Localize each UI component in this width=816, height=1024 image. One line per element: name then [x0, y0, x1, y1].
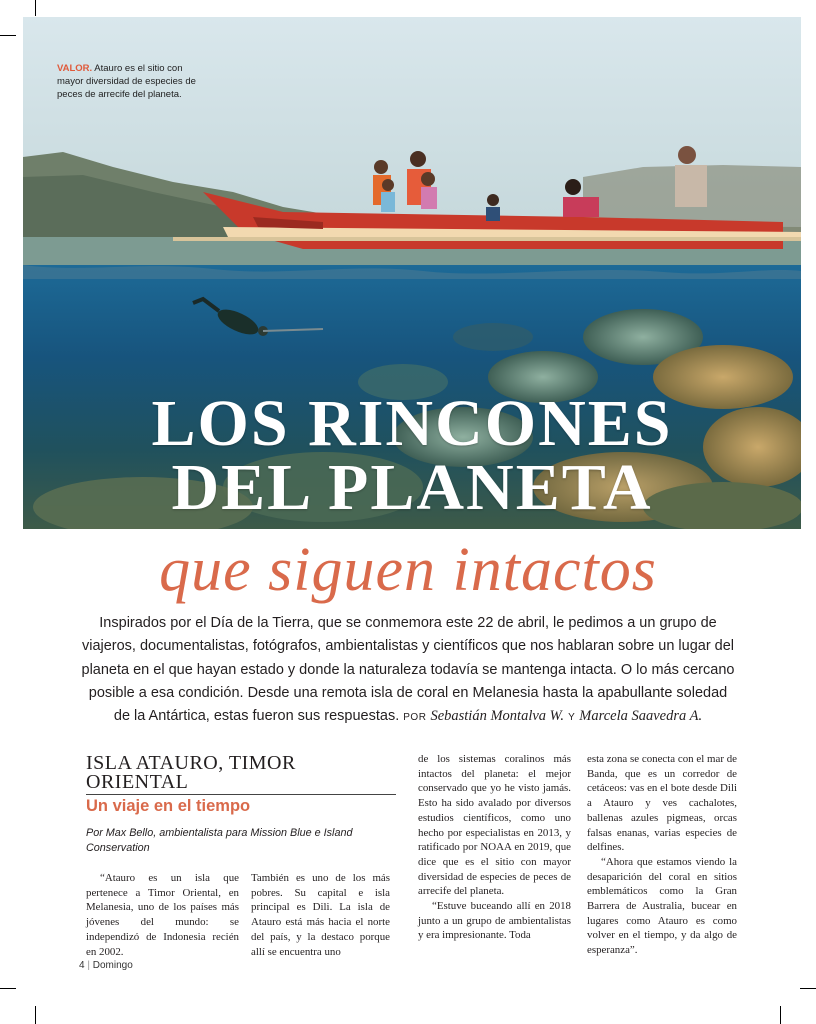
section-heading: ISLA ATAURO, TIMOR ORIENTAL [86, 752, 296, 793]
crop-mark-top-left [35, 0, 36, 16]
byline-y: Y [568, 712, 576, 724]
column-3-paragraph-1: de los sistemas coralinos más intactos del planeta: el mejor conservado que yo he visto jamás. Esto ha sido avalado por diversos estudios científicos, como uno hecho por especialistas en 2013, y ratificado por NOAA en 2019, que dice que es el sitio con mayor diversidad de especies de peces de arrecife del planeta. [418, 753, 571, 898]
section-subheading: Un viaje en el tiempo [86, 797, 251, 815]
crop-mark-bottom-right [780, 1006, 781, 1024]
crop-mark-bottom-left [35, 1006, 36, 1024]
photo-caption [57, 62, 197, 101]
byline-author-1: Sebastián Montalva W. [430, 708, 565, 725]
title-line-2: DEL PLANETA [171, 451, 653, 524]
crop-mark-bottom-right-h [800, 988, 816, 989]
crop-mark-bottom-left-h [0, 988, 16, 989]
caption-text: Atauro es el sitio con mayor diversidad de especies de peces de arrecife del planeta. [57, 63, 196, 100]
publication-section: Domingo [92, 960, 133, 971]
column-3-paragraph-2: “Estuve buceando allí en 2018 junto a un grupo de ambientalistas y era impresionante. Toda [418, 900, 571, 942]
title-line-1: LOS RINCONES [151, 387, 673, 460]
section-divider [86, 794, 396, 795]
column-4-paragraph-2: “Ahora que estamos viendo la desaparición del coral en sitios emblemáticos como la Gran Barrera de Australia, bucear en lugares como Atauro es como volver en el tiempo, y da algo de esperanza”. [587, 855, 737, 957]
byline-por: POR [403, 712, 427, 724]
page-folio [79, 960, 133, 971]
caption-keyword: VALOR. [57, 63, 93, 74]
byline-author-2: Marcela Saavedra A. [579, 708, 703, 725]
column-4-paragraph-1: esta zona se conecta con el mar de Banda, que es un corredor de cetáceos: vas en el bote desde Dili a Atauro y ves cachalotes, ballenas azules pigmeas, orcas falsas enanas, varias especies de delfines. [587, 753, 737, 854]
article-column-4 [587, 752, 737, 958]
article-column-1 [86, 871, 239, 959]
article-column-3 [418, 752, 571, 943]
intro-text: Inspirados por el Día de la Tierra, que se conmemora este 22 de abril, le pedimos a un grupo de viajeros, documentalistas, fotógrafos, ambientalistas y científicos que nos hablaran sobre un lugar del planeta en el que hayan estado y donde la naturaleza todavía se mantenga intacta. O lo más cercano posible a esa condición. Desde una remota isla de coral en Melanesia hasta la apabullante soledad de la Antártica, estas fueron sus respuestas. [81, 615, 735, 725]
folio-separator: | [87, 960, 90, 971]
section-author: Por Max Bello, ambientalista para Mission Blue e Island Conservation [86, 827, 353, 854]
intro-paragraph [80, 612, 736, 729]
subtitle: que siguen intactos [159, 536, 657, 604]
article-column-2 [251, 871, 390, 959]
crop-mark-top-left-h [0, 35, 16, 36]
column-2-paragraph: También es uno de los más pobres. Su capital e isla principal es Dili. La isla de Atauro está más hacia el norte del país, y la destaco porque allí se encuentra uno [251, 872, 390, 958]
column-1-paragraph: “Atauro es un isla que pertenece a Timor Oriental, en Melanesia, uno de los países más jóvenes del mundo: se independizó de Indonesia recién en 2002. [86, 872, 239, 958]
page-number: 4 [79, 960, 85, 971]
